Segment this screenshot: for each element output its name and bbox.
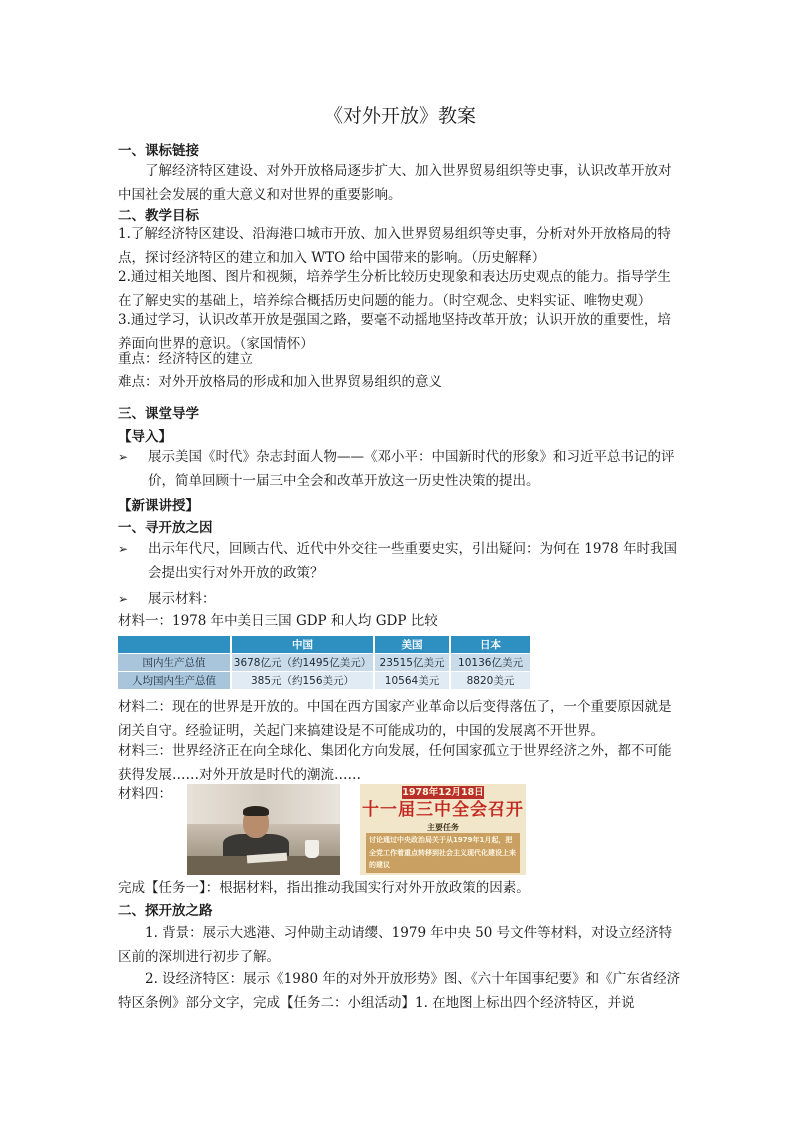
table-cell: 385元（约156美元） — [231, 672, 374, 690]
bullet-arrow-icon: ➢ — [118, 592, 129, 606]
part2-heading: 二、探开放之路 — [118, 903, 213, 919]
table-cell: 8820美元 — [450, 672, 531, 690]
table-cell: 10564美元 — [374, 672, 450, 690]
table-cell: 3678亿元（约1495亿美元） — [231, 654, 374, 672]
table-row-header: 国内生产总值 — [118, 654, 231, 672]
task-1: 完成【任务一】：根据材料，指出推动我国实行对外开放政策的因素。 — [118, 880, 530, 896]
table-row-header: 人均国内生产总值 — [118, 672, 231, 690]
document-title: 《对外开放》教案 — [323, 105, 476, 127]
goal-2: 2.通过相关地图、图片和视频，培养学生分析比较历史现象和表达历史观点的能力。指导学生在了解史实的基础上，培养综合概括历史问题的能力。（时空观念、史料实证、唯物史观） — [118, 269, 671, 309]
goal-3: 3.通过学习，认识改革开放是强国之路，要毫不动摇地坚持改革开放；认识开放的重要性，培养面向世界的意识。（家国情怀） — [118, 312, 671, 352]
curriculum-text: 了解经济特区建设、对外开放格局逐步扩大、加入世界贸易组织等史事，认识改革开放对中国社会发展的重大意义和对世界的重要影响。 — [118, 163, 672, 203]
gdp-comparison-table — [118, 636, 532, 689]
table-cell: 23515亿美元 — [374, 654, 450, 672]
bullet-arrow-icon: ➢ — [118, 542, 129, 556]
key-point: 重点：经济特区的建立 — [118, 351, 253, 367]
table-row — [118, 672, 531, 690]
deng-xiaoping-photo — [187, 784, 340, 875]
difficult-point: 难点：对外开放格局的形成和加入世界贸易组织的意义 — [118, 374, 442, 390]
goal-1: 1.了解经济特区建设、沿海港口城市开放、加入世界贸易组织等史事，分析对外开放格局的特点，探讨经济特区的建立和加入 WTO 给中国带来的影响。（历史解释） — [118, 226, 671, 266]
section-heading-classroom: 三、课堂导学 — [118, 406, 199, 422]
part2-step-1: 1. 背景：展示大逃港、习仲勋主动请缨、1979 年中央 50 号文件等材料，对设立经济特区前的深圳进行初步了解。 — [118, 925, 673, 965]
table-header-cell: 美国 — [374, 636, 450, 654]
part1-bullet-2: 展示材料： — [148, 591, 216, 607]
table-header-cell: 中国 — [231, 636, 374, 654]
bullet-arrow-icon: ➢ — [118, 450, 129, 464]
table-header-cell: 日本 — [450, 636, 531, 654]
poster-date: 1978年12月18日 — [402, 787, 484, 798]
part2-step-2: 2. 设经济特区：展示《1980 年的对外开放形势》图、《六十年国事纪要》和《广东省经济特区条例》部分文字，完成【任务二：小组活动】1. 在地图上标出四个经济特区，并说 — [118, 971, 681, 1011]
intro-bullet-text: 展示美国《时代》杂志封面人物——《邓小平：中国新时代的形象》和习近平总书记的评价，简单回顾十一届三中全会和改革开放这一历史性决策的提出。 — [148, 449, 675, 489]
new-lesson-label: 【新课讲授】 — [118, 498, 199, 514]
section-heading-curriculum: 一、课标链接 — [118, 143, 199, 159]
table-header-row — [118, 636, 531, 654]
poster-body: 讨论通过中央政治局关于从1979年1月起，把全党工作着重点转移到社会主义现代化建设上来的建议 — [366, 833, 520, 873]
intro-label: 【导入】 — [118, 429, 172, 445]
section-heading-goals: 二、教学目标 — [118, 208, 199, 224]
table-cell: 10136亿美元 — [450, 654, 531, 672]
part1-heading: 一、寻开放之因 — [118, 520, 213, 536]
table-row — [118, 654, 531, 672]
part1-bullet-1: 出示年代尺，回顾古代、近代中外交往一些重要史实，引出疑问：为何在 1978 年时我国会提出实行对外开放的政策？ — [148, 541, 677, 581]
material-1-caption: 材料一：1978 年中美日三国 GDP 和人均 GDP 比较 — [118, 613, 438, 629]
poster-subtitle: 主要任务 — [427, 823, 459, 832]
third-plenum-poster — [360, 784, 526, 875]
material-4-label: 材料四： — [118, 786, 172, 802]
poster-headline: 十一届三中全会召开 — [362, 800, 524, 820]
table-header-cell — [118, 636, 231, 654]
material-3: 材料三：世界经济正在向全球化、集团化方向发展，任何国家孤立于世界经济之外，都不可能获得发展……对外开放是时代的潮流…… — [118, 743, 672, 783]
material-2: 材料二：现在的世界是开放的。中国在西方国家产业革命以后变得落伍了，一个重要原因就是闭关自守。经验证明，关起门来搞建设是不可能成功的，中国的发展离不开世界。 — [118, 699, 672, 739]
